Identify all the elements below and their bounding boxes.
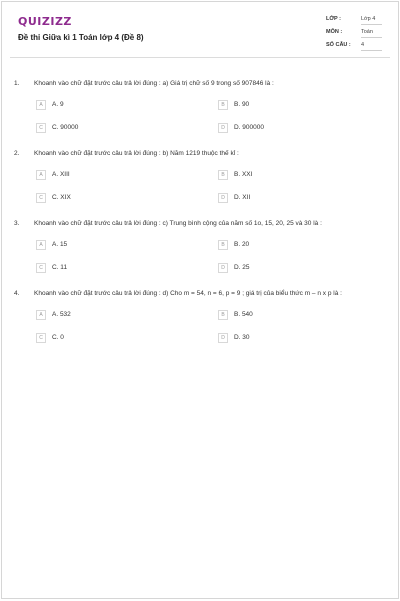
option-text: D. 900000	[234, 124, 264, 131]
option-letter-box: D	[218, 193, 228, 203]
worksheet-page	[1, 1, 399, 599]
option-letter-box: C	[36, 333, 46, 343]
option-letter-box: B	[218, 240, 228, 250]
option-text: B. 90	[234, 101, 250, 108]
question-4	[2, 290, 398, 360]
question-3	[2, 220, 398, 290]
option-text: C. 90000	[52, 124, 79, 131]
option-text: A. XIII	[52, 171, 70, 178]
meta-label: SỐ CÂU :	[326, 42, 351, 48]
option-text: B. 20	[234, 241, 250, 248]
meta-label: MÔN :	[326, 29, 343, 35]
option-letter-box: A	[36, 100, 46, 110]
worksheet-meta	[326, 14, 386, 53]
worksheet-header	[10, 2, 390, 58]
option-letter-box: C	[36, 123, 46, 133]
meta-value: Toán	[361, 29, 382, 38]
quizizz-logo: QUIZIZZ	[18, 15, 72, 28]
option-letter-box: D	[218, 123, 228, 133]
option-text: B. 540	[234, 311, 253, 318]
meta-row-subject	[326, 27, 386, 40]
option-letter-box: A	[36, 310, 46, 320]
option-letter-box: C	[36, 193, 46, 203]
option-letter-box: B	[218, 310, 228, 320]
question-1	[2, 80, 398, 150]
question-text: Khoanh vào chữ đặt trước câu trả lời đúng : d) Cho m = 54, n = 6, p = 9 ; giá trị của biểu thức m – n x p là :	[34, 290, 342, 297]
option-letter-box: C	[36, 263, 46, 273]
option-text: A. 15	[52, 241, 68, 248]
option-letter-box: A	[36, 240, 46, 250]
option-text: D. 25	[234, 264, 250, 271]
worksheet-title: Đề thi Giữa kì 1 Toán lớp 4 (Đề 8)	[18, 33, 144, 42]
option-letter-box: D	[218, 263, 228, 273]
question-text: Khoanh vào chữ đặt trước câu trả lời đúng : a) Giá trị chữ số 9 trong số 907846 là :	[34, 80, 274, 87]
option-text: C. 11	[52, 264, 68, 271]
meta-value: Lớp 4	[361, 16, 382, 25]
question-number: 4.	[14, 290, 20, 297]
question-number: 1.	[14, 80, 20, 87]
meta-row-question-count	[326, 40, 386, 53]
question-number: 2.	[14, 150, 20, 157]
option-text: B. XXI	[234, 171, 253, 178]
option-text: C. XIX	[52, 194, 71, 201]
option-letter-box: A	[36, 170, 46, 180]
question-list	[2, 80, 398, 360]
question-number: 3.	[14, 220, 20, 227]
option-text: A. 9	[52, 101, 64, 108]
option-letter-box: D	[218, 333, 228, 343]
option-letter-box: B	[218, 100, 228, 110]
option-letter-box: B	[218, 170, 228, 180]
meta-row-class	[326, 14, 386, 27]
meta-label: LỚP :	[326, 16, 341, 22]
question-text: Khoanh vào chữ đặt trước câu trả lời đúng : b) Năm 1219 thuộc thế kỉ :	[34, 150, 239, 157]
question-text: Khoanh vào chữ đặt trước câu trả lời đúng : c) Trung bình cộng của năm số 1o, 15, 20, 25 và 30 là :	[34, 220, 322, 227]
option-text: A. 532	[52, 311, 71, 318]
meta-value: 4	[361, 42, 382, 51]
option-text: D. 30	[234, 334, 250, 341]
option-text: C. 0	[52, 334, 64, 341]
question-2	[2, 150, 398, 220]
option-text: D. XII	[234, 194, 251, 201]
